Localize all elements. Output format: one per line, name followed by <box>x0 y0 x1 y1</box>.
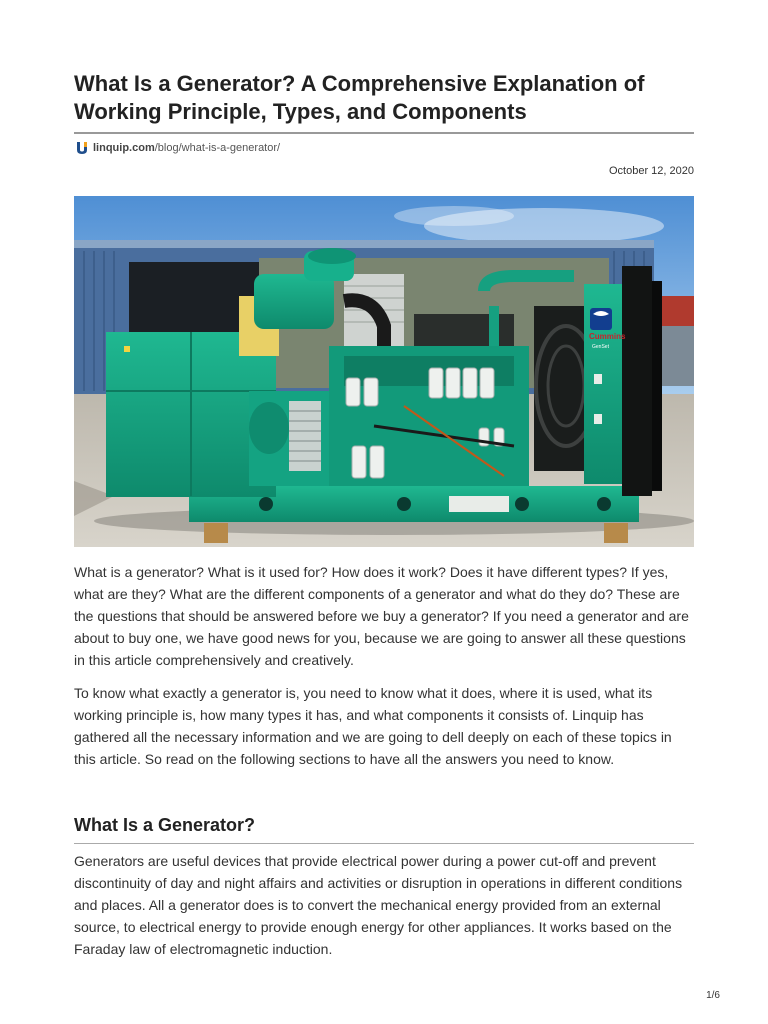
source-path-link[interactable]: /blog/what-is-a-generator/ <box>154 142 281 154</box>
overview-paragraph: To know what exactly a generator is, you need to know what it does, where it is used, what its working principle is, how many types it has, and what components it consists of. Linquip has gathered all the necessary information and we are going to dell deeply on each of these topics in this article. So read on the following sections to have all the answers you need to know. <box>74 685 672 767</box>
publish-date: October 12, 2020 <box>608 165 694 177</box>
generator-photo <box>74 196 694 547</box>
svg-text:GenSet: GenSet <box>592 344 609 350</box>
section-divider <box>74 843 694 844</box>
section-paragraph: Generators are useful devices that provide electrical power during a power cut-off and prevent discontinuity of day and night affairs and activities or disruption in operations in different conditions and places. All a generator does is to convert the mechanical energy provided from an external source, to electrical energy to provide enough energy for other appliances. It works based on the Faraday law of electromagnetic induction. <box>74 853 683 957</box>
section-heading: What Is a Generator? <box>74 815 256 835</box>
generator-brand-label: Cummins <box>589 332 626 341</box>
title-divider <box>74 132 694 134</box>
intro-paragraph: What is a generator? What is it used for? How does it work? Does it have different types? If yes, what are they? What are the different components of a generator and what do they do? These are the questions that should be answered before we buy a generator? If you need a generator and are about to buy one, we have good news for you, because we are going to answer all these questions in this article comprehensively and creatively. <box>74 564 689 668</box>
article-title: What Is a Generator? A Comprehensive Explanation of Working Principle, Types, and Components <box>74 71 645 124</box>
generator-illustration <box>74 196 694 547</box>
linquip-logo-icon <box>74 140 90 156</box>
source-line <box>74 139 280 157</box>
page-number: 1/6 <box>706 990 720 1001</box>
source-domain-link[interactable]: linquip.com <box>93 142 155 154</box>
